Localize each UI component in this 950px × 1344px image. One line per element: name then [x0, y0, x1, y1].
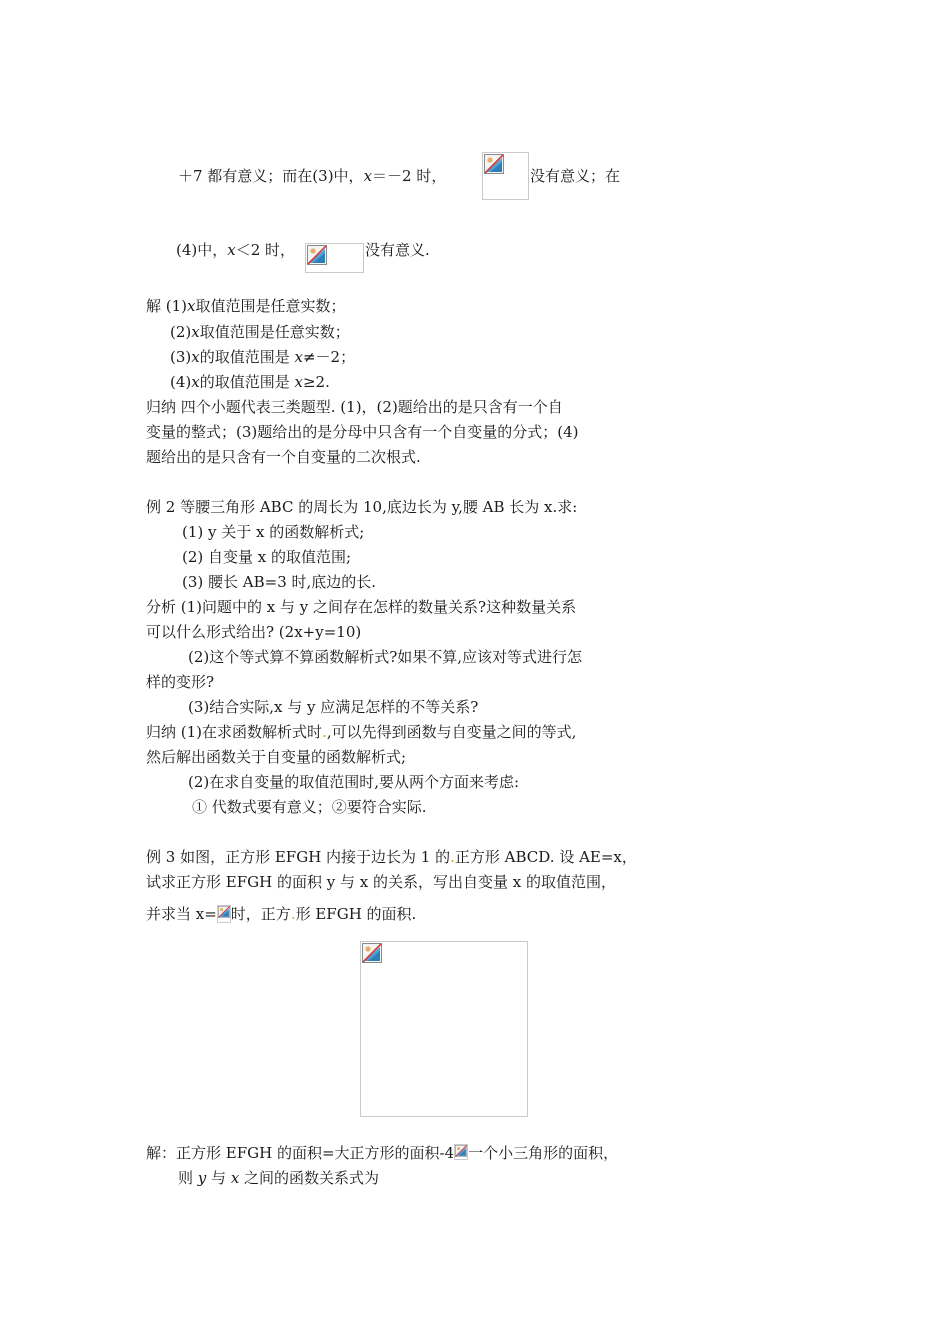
- broken-image-icon: [484, 154, 504, 174]
- broken-image-icon: [307, 245, 327, 265]
- summary-line-3: 题给出的是只含有一个自变量的二次根式.: [146, 448, 421, 466]
- variable: x: [227, 241, 236, 259]
- example2-q2: (2) 自变量 x 的取值范围;: [182, 548, 352, 566]
- summary2-line-1: 归纳 (1)在求函数解析式时.,可以先得到函数与自变量之间的等式,: [146, 723, 577, 741]
- text-line: [365, 240, 430, 260]
- solution-line-1: 解 (1)x取值范围是任意实数；: [146, 297, 346, 315]
- analysis-line-5: (3)结合实际,x 与 y 应满足怎样的不等关系?: [188, 698, 479, 716]
- example3-line-3: 并求当 x= 时，正方.形 EFGH 的面积.: [146, 905, 417, 923]
- formula-image: [454, 1144, 468, 1160]
- example2-q3: (3) 腰长 AB=3 时,底边的长.: [182, 573, 377, 591]
- text-segment: ＋7 都有意义；而在(3)中，: [178, 167, 364, 185]
- formula-image: [217, 905, 231, 923]
- solution-line-2: (2)x取值范围是任意实数；: [170, 323, 350, 341]
- summary2-line-4: ① 代数式要有意义；②要符合实际.: [192, 798, 427, 816]
- text-line: [530, 166, 620, 186]
- summary2-line-2: 然后解出函数关于自变量的函数解析式;: [146, 748, 407, 766]
- analysis-line-1: 分析 (1)问题中的 x 与 y 之间存在怎样的数量关系?这种数量关系: [146, 598, 577, 616]
- example2-q1: (1) y 关于 x 的函数解析式;: [182, 523, 365, 541]
- figure-image: [360, 941, 528, 1117]
- formula-image: [482, 152, 529, 200]
- broken-image-icon: [362, 943, 382, 963]
- summary-line-2: 变量的整式；(3)题给出的是分母中只含有一个自变量的分式；(4): [146, 423, 579, 441]
- answer3-line-2: 则 y 与 x 之间的函数关系式为: [178, 1169, 380, 1187]
- text-segment: 没有意义.: [365, 241, 430, 259]
- analysis-line-3: (2)这个等式算不算函数解析式?如果不算,应该对等式进行怎: [188, 648, 583, 666]
- variable: x: [363, 167, 373, 185]
- formula-image: [305, 243, 364, 273]
- broken-image-icon: [218, 906, 230, 918]
- broken-image-icon: [455, 1145, 467, 1157]
- analysis-line-4: 样的变形?: [146, 673, 215, 691]
- answer3-line-1: 解：正方形 EFGH 的面积=大正方形的面积-4 一个小三角形的面积，: [146, 1144, 619, 1162]
- example3-line-2: 试求正方形 EFGH 的面积 y 与 x 的关系，写出自变量 x 的取值范围，: [146, 873, 616, 891]
- solution-line-3: (3)x的取值范围是 x≠－2；: [170, 348, 356, 366]
- solution-line-4: (4)x的取值范围是 x≥2.: [170, 373, 330, 391]
- summary2-line-3: (2)在求自变量的取值范围时,要从两个方面来考虑:: [188, 773, 520, 791]
- example2-title: 例 2 等腰三角形 ABC 的周长为 10,底边长为 y,腰 AB 长为 x.求:: [146, 498, 578, 516]
- example3-line-1: 例 3 如图，正方形 EFGH 内接于边长为 1 的.正方形 ABCD. 设 AE=x，: [146, 848, 637, 866]
- text-segment: (4)中，: [176, 241, 228, 259]
- text-line: [178, 166, 446, 186]
- text-segment: ＜2 时，: [235, 241, 296, 259]
- analysis-line-2: 可以什么形式给出? (2x+y=10): [146, 623, 362, 641]
- text-segment: ＝－2 时，: [372, 167, 447, 185]
- summary-line-1: 归纳 四个小题代表三类题型. (1)，(2)题给出的是只含有一个自: [146, 398, 563, 416]
- text-segment: 没有意义；在: [530, 167, 621, 185]
- text-line: [176, 240, 295, 260]
